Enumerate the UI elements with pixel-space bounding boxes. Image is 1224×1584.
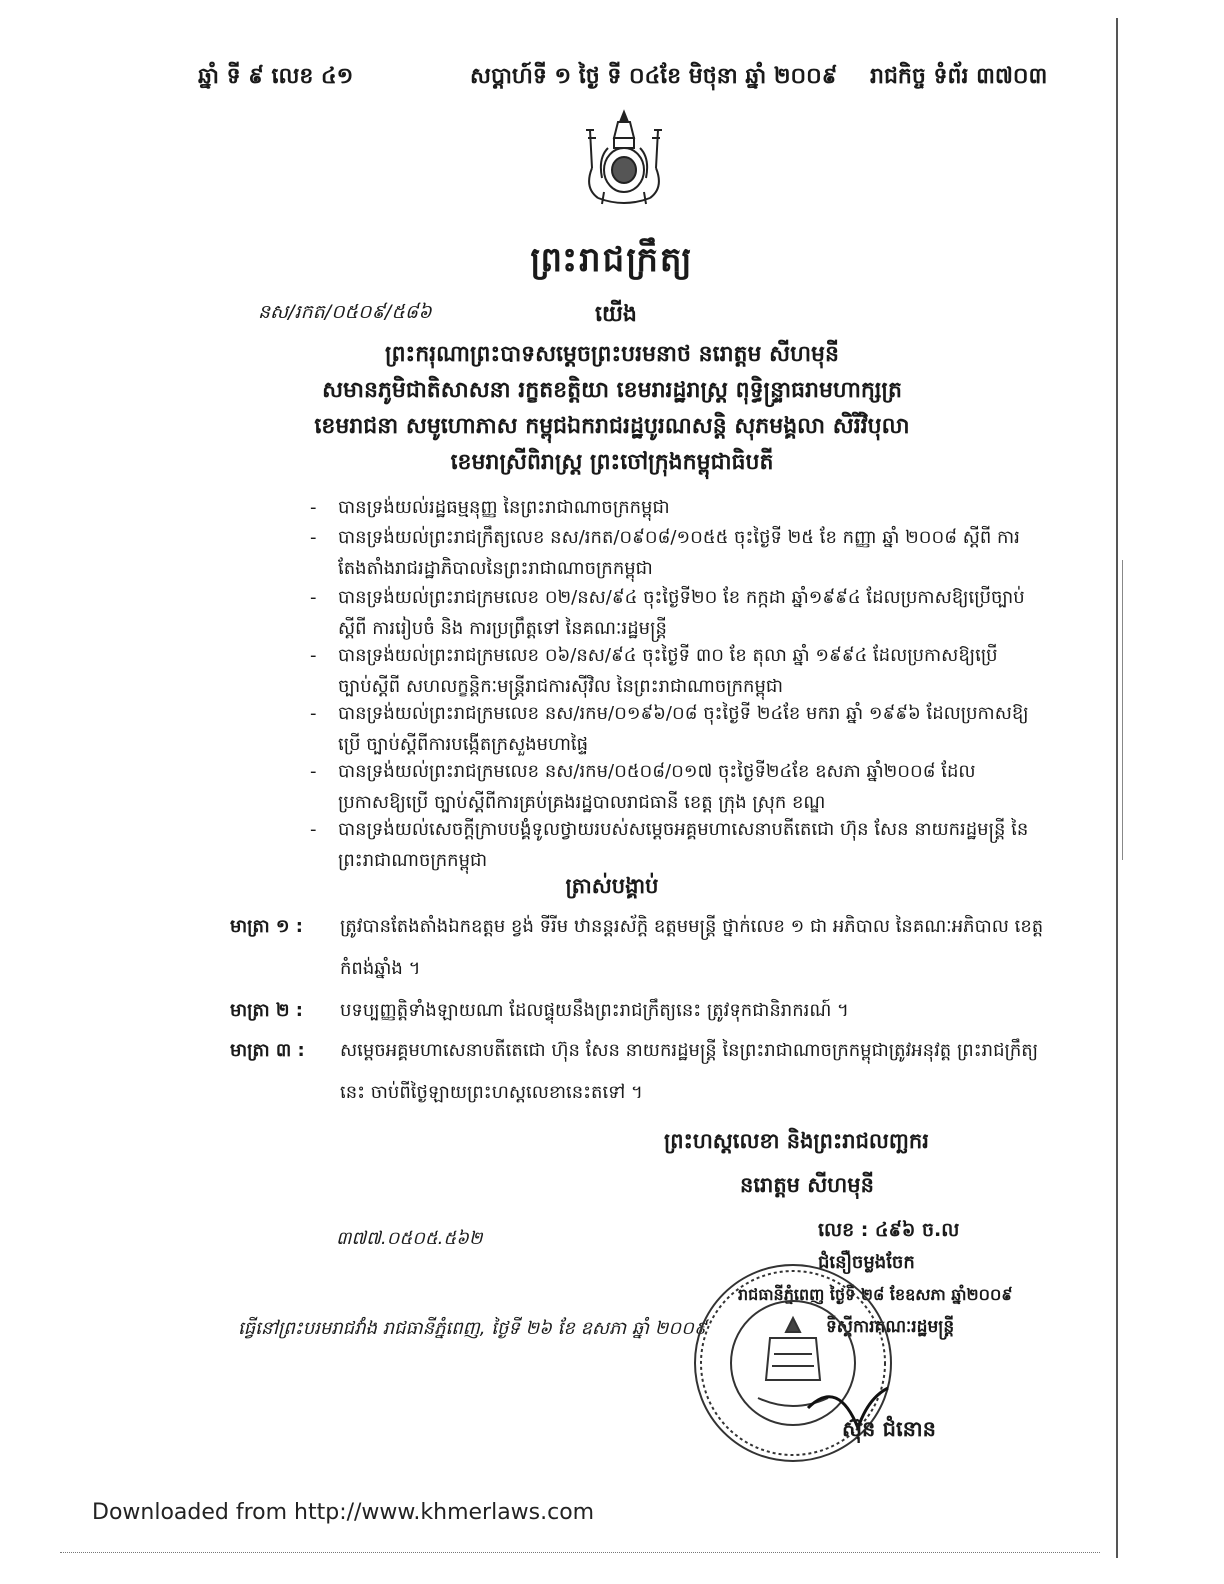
royal-title-line: ខេមរាស្រីពិរាស្ត្រ ព្រះចៅក្រុងកម្ពុជាធិបតី (450, 450, 774, 475)
decides-heading: ត្រាស់បង្គាប់ (565, 874, 659, 898)
recital-item: - បានទ្រង់យល់ព្រះរាជក្រមលេខ នស/រកម/០១៩៦/០៨ ចុះថ្ងៃទី ២៤ខែ មករា ឆ្នាំ ១៩៩៦ ដែលប្រកាសឱ្យប្រើ ច្បាប់ស្តីពីការបង្កើតក្រសួងមហាផ្ទៃ (310, 698, 1030, 760)
article-1 (230, 906, 1060, 990)
article-text: បទប្បញ្ញត្តិទាំងឡាយណា ដែលផ្ទុយនឹងព្រះរាជក្រឹត្យនេះ ត្រូវទុកជានិរាករណ៍ ។ (340, 1000, 849, 1021)
article-text: សម្តេចអគ្គមហាសេនាបតីតេជោ ហ៊ុន សែន នាយករដ្ឋមន្ត្រី នៃព្រះរាជាណាចក្រកម្ពុជាត្រូវអនុវត្ត ព្រះរាជក្រឹត្យនេះ ចាប់ពីថ្ងៃឡាយព្រះហស្តលេខានេះតទៅ ។ (340, 1040, 1039, 1103)
recital-item: - បានទ្រង់យល់ព្រះរាជក្រមលេខ នស/រកម/០៥០៨/០១៧ ចុះថ្ងៃទី២៤ខែ ឧសភា ឆ្នាំ២០០៨ ដែលប្រកាសឱ្យប្រើ ច្បាប់ស្តីពីការគ្រប់គ្រងរដ្ឋបាលរាជធានី ខេត្ត ក្រុង ស្រុក ខណ្ឌ (310, 756, 1030, 818)
decree-reference-number: នស/រកត/០៥០៩/៥៨៦ (258, 301, 432, 323)
royal-signature-caption: ព្រះហស្តលេខា និងព្រះរាជលញ្ឆករ (664, 1129, 929, 1153)
header-issue: ឆ្នាំ ទី ៩ លេខ ៤១ (198, 64, 354, 89)
recital-item: - បានទ្រង់យល់ព្រះរាជក្រឹត្យលេខ នស/រកត/០៩០៨/១០៥៥ ចុះថ្ងៃទី ២៥ ខែ កញ្ញា ឆ្នាំ ២០០៨ ស្តីពី ការតែងតាំងរាជរដ្ឋាភិបាលនៃព្រះរាជាណាចក្រកម្ពុជា (310, 522, 1030, 584)
recital-text: បានទ្រង់យល់ព្រះរាជក្រមលេខ នស/រកម/០៥០៨/០១៧ ចុះថ្ងៃទី២៤ខែ ឧសភា ឆ្នាំ២០០៨ ដែលប្រកាសឱ្យប្រើ ច្បាប់ស្តីពីការគ្រប់គ្រងរដ្ឋបាលរាជធានី ខេត្ត ក្រុង ស្រុក ខណ្ឌ (338, 761, 976, 813)
place-and-date: ធ្វើនៅព្រះបរមរាជវាំង រាជធានីភ្នំពេញ, ថ្ងៃទី ២៦ ខែ ឧសភា ឆ្នាំ ២០០៩ (238, 1318, 707, 1339)
royal-title-line: ខេមរាជនា សមូហោភាស កម្ពុជឯករាជរដ្ឋបូរណសន្តិ សុភមង្គលា សិរីវិបុលា (314, 414, 910, 439)
article-label: មាត្រា ៣ : (230, 1040, 305, 1061)
article-2 (230, 990, 1060, 1032)
scan-edge-noise (60, 1552, 1100, 1557)
article-label: មាត្រា ១ : (230, 916, 303, 937)
header-date: សប្តាហ៍ទី ១ ថ្ងៃ ទី ០៤ខែ មិថុនា ឆ្នាំ ២០០៩ (470, 64, 838, 89)
recital-text: បានទ្រង់យល់សេចក្តីក្រាបបង្គំទូលថ្វាយរបស់សម្តេចអគ្គមហាសេនាបតីតេជោ ហ៊ុន សែន នាយករដ្ឋមន្ត្រី នៃព្រះរាជាណាចក្រកម្ពុជា (338, 819, 1029, 871)
royal-title-line: សមានភូមិជាតិសាសនា រក្ខតខត្តិយា ខេមរារដ្ឋរាស្ត្រ ពុទ្ធិន្ទ្រាធរាមហាក្សត្រ (322, 378, 902, 403)
recital-item: - បានទ្រង់យល់ព្រះរាជក្រមលេខ ០២/នស/៩៤ ចុះថ្ងៃទី២០ ខែ កក្កដា ឆ្នាំ១៩៩៤ ដែលប្រកាសឱ្យប្រើច្បាប់ស្តីពី ការរៀបចំ និង ការប្រព្រឹត្តទៅ នៃគណៈរដ្ឋមន្ត្រី (310, 582, 1030, 644)
page-edge-line-secondary (1122, 560, 1123, 860)
copy-number: លេខ : ៤៩៦ ច.ល (818, 1219, 960, 1241)
decree-title: ព្រះរាជក្រឹត្យ (530, 240, 694, 280)
recital-text: បានទ្រង់យល់ព្រះរាជក្រមលេខ ០៦/នស/៩៤ ចុះថ្ងៃទី ៣០ ខែ តុលា ឆ្នាំ ១៩៩៤ ដែលប្រកាសឱ្យប្រើច្បាប់ស្តីពី សហលក្ខន្តិកៈមន្ត្រីរាជការស៊ីវិល នៃព្រះរាជាណាចក្រកម្ពុជា (338, 645, 998, 697)
recital-text: បានទ្រង់យល់រដ្ឋធម្មនុញ្ញ នៃព្រះរាជាណាចក្រកម្ពុជា (338, 497, 670, 518)
royal-emblem-icon (568, 108, 680, 212)
recital-item: - បានទ្រង់យល់សេចក្តីក្រាបបង្គំទូលថ្វាយរបស់សម្តេចអគ្គមហាសេនាបតីតេជោ ហ៊ុន សែន នាយករដ្ឋមន្ត្រី នៃព្រះរាជាណាចក្រកម្ពុជា (310, 814, 1030, 876)
secretary-signer-name: ស៊ុន ជំនោន (842, 1417, 936, 1441)
registry-number: ៣៧៧.០៥០៥.៥៦២ (336, 1228, 483, 1249)
recital-text: បានទ្រង់យល់ព្រះរាជក្រមលេខ ០២/នស/៩៤ ចុះថ្ងៃទី២០ ខែ កក្កដា ឆ្នាំ១៩៩៤ ដែលប្រកាសឱ្យប្រើច្បាប់ស្តីពី ការរៀបចំ និង ការប្រព្រឹត្តទៅ នៃគណៈរដ្ឋមន្ត្រី (338, 587, 1025, 639)
certified-copy-date: រាជធានីភ្នំពេញ ថ្ងៃទី ២៨ ខែឧសភា ឆ្នាំ២០០៩ (738, 1285, 1013, 1304)
article-3 (230, 1030, 1060, 1114)
office-name: ទីស្តីការគណៈរដ្ឋមន្ត្រី (826, 1317, 955, 1337)
download-source-note: Downloaded from http://www.khmerlaws.com (92, 1500, 595, 1525)
royal-title-line: ព្រះករុណាព្រះបាទសម្តេចព្រះបរមនាថ នរោត្តម សីហមុនី (385, 342, 839, 367)
we-heading: យើង (595, 302, 637, 327)
article-label: មាត្រា ២ : (230, 1000, 303, 1021)
recital-text: បានទ្រង់យល់ព្រះរាជក្រឹត្យលេខ នស/រកត/០៩០៨/១០៥៥ ចុះថ្ងៃទី ២៥ ខែ កញ្ញា ឆ្នាំ ២០០៨ ស្តីពី ការតែងតាំងរាជរដ្ឋាភិបាលនៃព្រះរាជាណាចក្រកម្ពុជា (338, 527, 1020, 579)
header-gazette-page: រាជកិច្ច ទំព័រ ៣៧០៣ (870, 64, 1048, 89)
recital-text: បានទ្រង់យល់ព្រះរាជក្រមលេខ នស/រកម/០១៩៦/០៨ ចុះថ្ងៃទី ២៤ខែ មករា ឆ្នាំ ១៩៩៦ ដែលប្រកាសឱ្យប្រើ ច្បាប់ស្តីពីការបង្កើតក្រសួងមហាផ្ទៃ (338, 703, 1029, 755)
article-text: ត្រូវបានតែងតាំងឯកឧត្តម ខ្វង់ ទីរីម ឋានន្តរស័ក្តិ ឧត្តមមន្ត្រី ថ្នាក់លេខ ១ ជា អភិបាល នៃគណៈអភិបាល ខេត្តកំពង់ឆ្នាំង ។ (340, 916, 1044, 979)
recital-item: - បានទ្រង់យល់រដ្ឋធម្មនុញ្ញ នៃព្រះរាជាណាចក្រកម្ពុជា (310, 492, 1030, 523)
royal-signature-name: នរោត្តម សីហមុនី (740, 1173, 874, 1197)
certified-copy-label: ជំនឿចម្លងចែក (818, 1252, 915, 1273)
recital-item: - បានទ្រង់យល់ព្រះរាជក្រមលេខ ០៦/នស/៩៤ ចុះថ្ងៃទី ៣០ ខែ តុលា ឆ្នាំ ១៩៩៤ ដែលប្រកាសឱ្យប្រើច្បាប់ស្តីពី សហលក្ខន្តិកៈមន្ត្រីរាជការស៊ីវិល នៃព្រះរាជាណាចក្រកម្ពុជា (310, 640, 1030, 702)
